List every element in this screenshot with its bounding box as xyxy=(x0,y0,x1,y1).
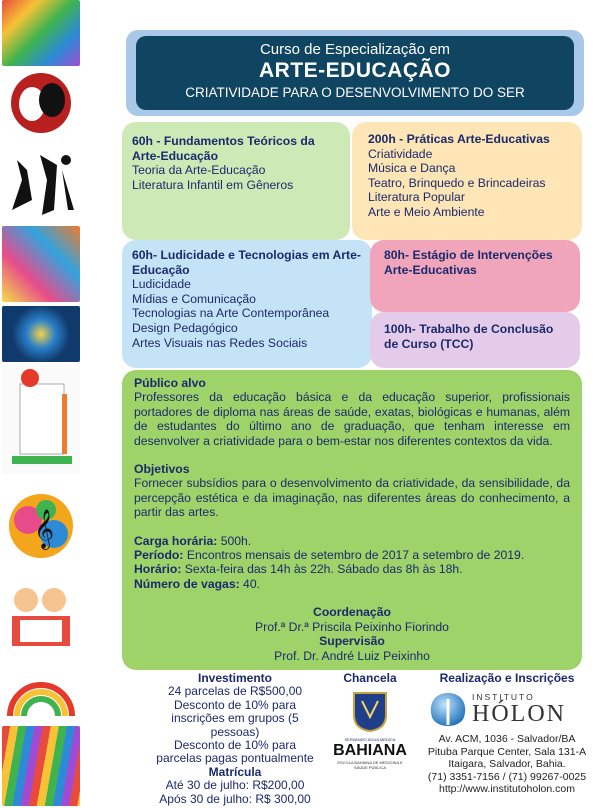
module-item: Criatividade xyxy=(368,146,433,161)
module-fundamentos xyxy=(122,122,350,240)
investimento-section xyxy=(150,672,320,806)
module-item: Literatura Infantil em Gêneros xyxy=(132,177,294,192)
module-item: Teoria da Arte-Educação xyxy=(132,163,266,178)
coordenacao-title: Coordenação xyxy=(313,605,391,620)
module-title: 200h - Práticas Arte-Educativas xyxy=(368,132,550,146)
address-line: Pituba Parque Center, Sala 131-A xyxy=(427,745,587,758)
module-item: Música e Dança xyxy=(368,161,456,176)
theatre-masks-image xyxy=(2,70,80,136)
matricula-title: Matrícula xyxy=(208,764,262,779)
carga-label: Carga horária: xyxy=(134,533,218,548)
holon-logo-top: INSTITUTO xyxy=(472,692,535,703)
matricula-line: Até 30 de julho: R$200,00 xyxy=(165,778,305,793)
module-item: Artes Visuais nas Redes Sociais xyxy=(132,335,308,350)
module-praticas xyxy=(352,122,582,240)
periodo-value: Encontros mensais de setembro de 2017 a setembro de 2019. xyxy=(183,548,525,563)
module-estagio xyxy=(370,240,580,312)
supervisao-name: Prof. Dr. André Luiz Peixinho xyxy=(274,648,430,663)
carga-line xyxy=(134,534,570,548)
kids-reading-image xyxy=(2,576,80,652)
dancers-silhouette-image xyxy=(2,140,80,220)
eye-image xyxy=(2,306,80,362)
bahiana-logo-sub: ESCOLA BAHIANA DE MEDICINA E SAÚDE PÚBLICA xyxy=(337,759,403,770)
svg-text:𝄞: 𝄞 xyxy=(34,510,55,548)
bahiana-logo-text: BAHIANA xyxy=(333,741,407,759)
chancela-section xyxy=(330,672,410,770)
holon-logo-icon xyxy=(426,689,470,733)
chancela-title: Chancela xyxy=(343,671,397,685)
course-title: ARTE-EDUCAÇÃO xyxy=(259,59,451,82)
side-image-strip xyxy=(0,0,82,808)
horario-label: Horário: xyxy=(134,562,182,577)
investimento-line: Desconto de 10% para parcelas pagas pontualmente xyxy=(156,738,314,766)
investimento-line: Desconto de 10% para inscrições em grupos (5 pessoas) xyxy=(171,697,299,739)
module-item: Arte e Meio Ambiente xyxy=(368,204,485,219)
publico-title: Público alvo xyxy=(134,376,206,390)
vagas-label: Número de vagas: xyxy=(134,576,240,591)
course-header xyxy=(126,30,584,116)
address-line: Av. ACM, 1036 - Salvador/BA xyxy=(438,733,576,746)
vagas-line xyxy=(134,577,570,591)
investimento-line: 24 parcelas de R$500,00 xyxy=(167,684,303,699)
horario-line xyxy=(134,562,570,576)
periodo-line xyxy=(134,548,570,562)
realizacao-section xyxy=(422,672,592,796)
supervisao-title: Supervisão xyxy=(319,634,385,649)
website-link[interactable]: http://www.institutoholon.com xyxy=(439,783,575,796)
module-ludicidade xyxy=(122,240,372,368)
module-item: Ludicidade xyxy=(132,277,191,292)
publico-text: Professores da educação básica e da educação superior, profissionais portadores de diploma nas áreas de saúde, exatas, biológicas e humanas, além de estudantes do último ano de graduação, que tenham interesse em desenvolver a criatividade para o bem-estar nos diferentes contextos da vida. xyxy=(134,390,570,448)
carga-value: 500h. xyxy=(217,533,252,548)
vagas-value: 40. xyxy=(239,576,261,591)
phone-line: (71) 3351-7156 / (71) 99267-0025 xyxy=(427,770,587,783)
module-item: Literatura Popular xyxy=(368,190,465,205)
rainbow-drawing-image xyxy=(2,656,80,722)
bahiana-seal-icon xyxy=(350,689,390,733)
module-title: 80h- Estágio de Intervenções Arte-Educativas xyxy=(384,248,553,277)
objetivos-text: Fornecer subsídios para o desenvolvimento da criatividade, da sensibilidade, da percepção estética e da imaginação, nas diferentes áreas do conhecimento, a partir das artes. xyxy=(134,476,570,520)
course-info-panel xyxy=(122,370,582,670)
holon-logo-name: HÓLON xyxy=(472,701,566,728)
module-item: Teatro, Brinquedo e Brincadeiras xyxy=(368,175,546,190)
module-title: 60h- Ludicidade e Tecnologias em Arte-Educação xyxy=(132,248,361,277)
holon-logo xyxy=(422,689,592,733)
periodo-label: Período: xyxy=(134,548,184,563)
matricula-line: Após 30 de julho: R$ 300,00 xyxy=(159,791,311,806)
module-item: Mídias e Comunicação xyxy=(132,291,256,306)
music-splash-image xyxy=(2,480,80,572)
address-line: Itaigara, Salvador, Bahia. xyxy=(448,758,566,771)
course-subtitle: CRIATIVIDADE PARA O DESENVOLVIMENTO DO SER xyxy=(185,85,525,100)
coordenacao-name: Prof.ª Dr.ª Priscila Peixinho Fiorindo xyxy=(255,619,449,634)
objetivos-title: Objetivos xyxy=(134,462,190,477)
investimento-title: Investimento xyxy=(197,671,272,685)
module-item: Tecnologias na Arte Contemporânea xyxy=(132,306,330,321)
horario-value: Sexta-feira das 14h às 22h. Sábado das 8h às 18h. xyxy=(181,562,463,577)
realizacao-title: Realização e Inscrições xyxy=(439,671,575,685)
module-tcc xyxy=(370,312,580,368)
module-title: 100h- Trabalho de Conclusão de Curso (TCC) xyxy=(384,322,554,351)
colored-pencils-image xyxy=(2,726,80,806)
bahiana-seal-text: SERVANDO ÁGUA MEDICA xyxy=(344,736,396,742)
module-item: Design Pedagógico xyxy=(132,320,238,335)
course-type: Curso de Especialização em xyxy=(259,41,451,58)
module-title: 60h - Fundamentos Teóricos da Arte-Educação xyxy=(132,134,315,163)
course-header-inner xyxy=(136,36,574,110)
notebook-image xyxy=(2,364,80,474)
painted-hands-image xyxy=(2,0,80,66)
crayons-image xyxy=(2,226,80,302)
